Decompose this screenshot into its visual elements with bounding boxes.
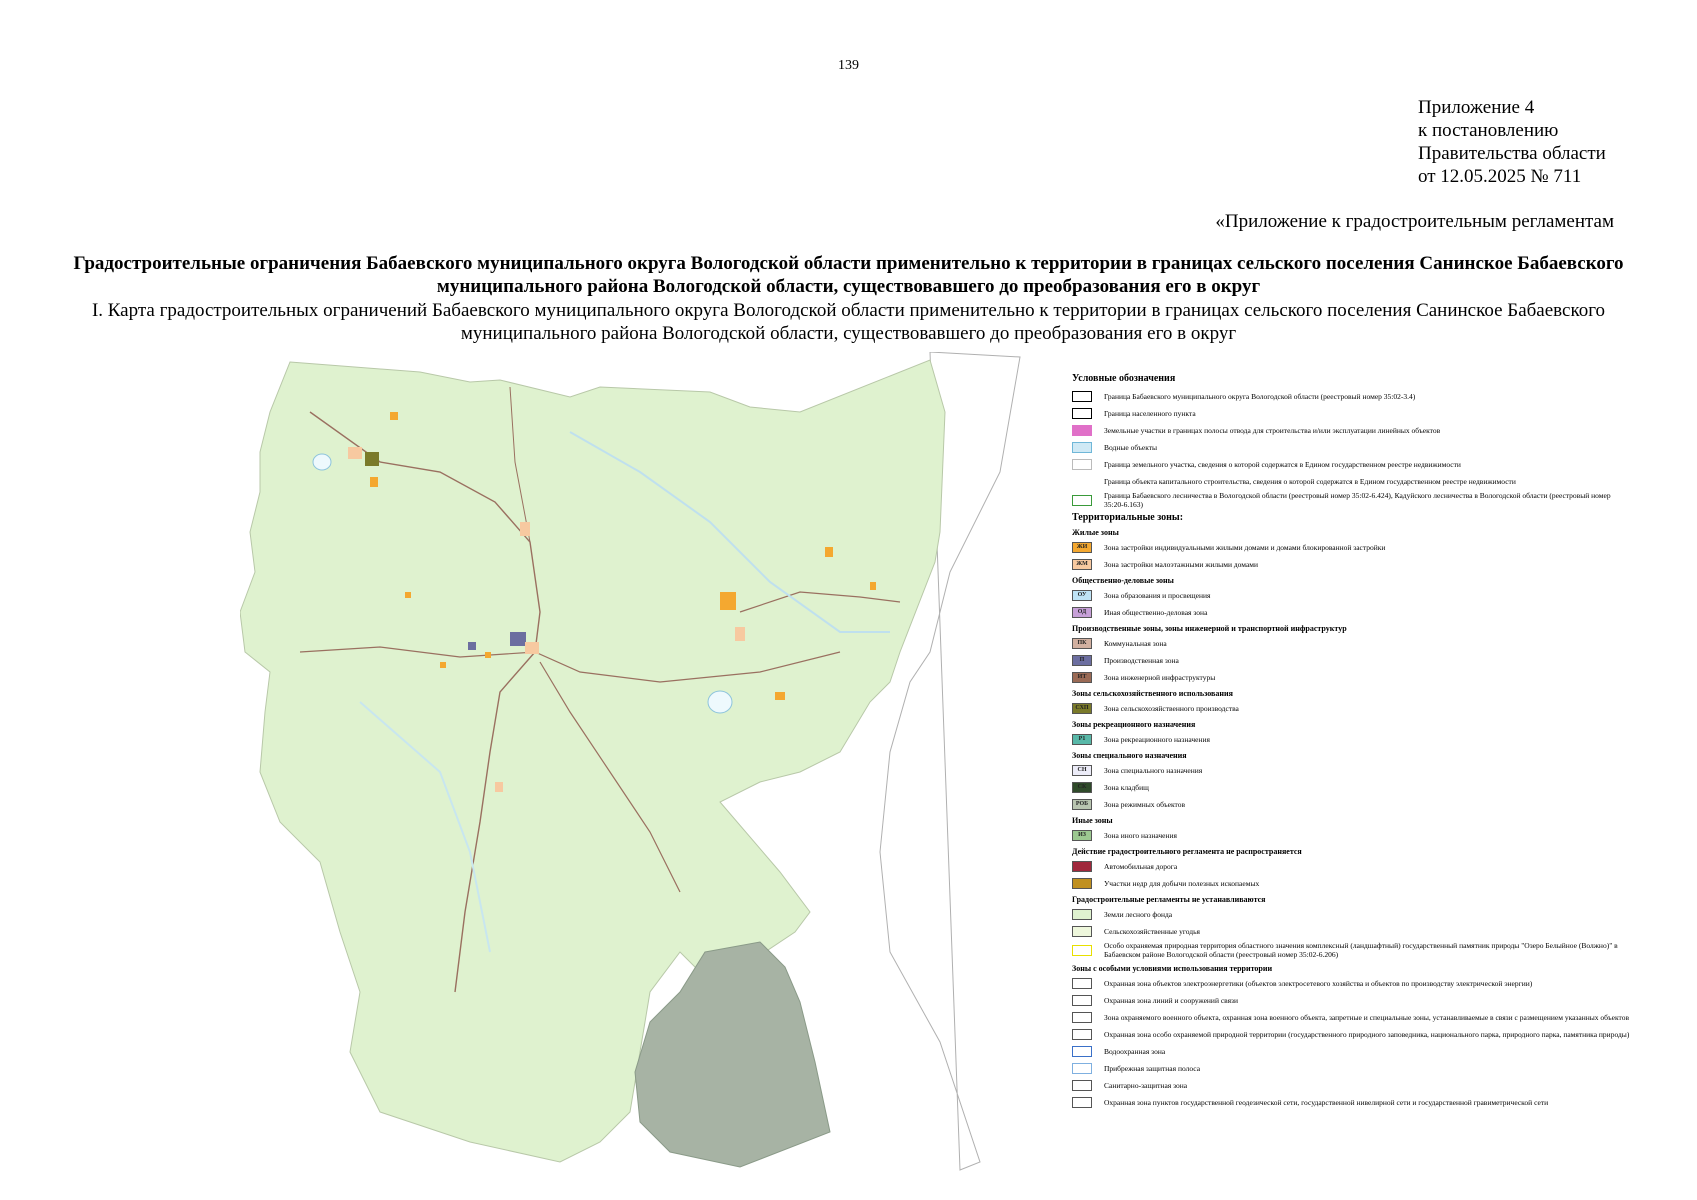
agri-zone — [365, 452, 379, 466]
legend-item — [1072, 1061, 1632, 1075]
legend-group-heading: Действие градостроительного регламента не распространяется — [1072, 847, 1302, 856]
legend-label: Зона специального назначения — [1104, 765, 1203, 775]
legend-swatch: П — [1072, 655, 1092, 666]
legend-label: Охранная зона особо охраняемой природной территории (государственного природного заповедника, национального парка, природного парка, памятника природы) — [1104, 1029, 1630, 1039]
settlement — [495, 782, 503, 792]
legend-swatch — [1072, 1012, 1092, 1023]
legend-swatch — [1072, 978, 1092, 989]
legend-label: Зона образования и просвещения — [1104, 590, 1211, 600]
settlement — [525, 642, 539, 654]
legend-swatch — [1072, 442, 1092, 453]
legend-swatch — [1072, 861, 1092, 872]
legend-swatch — [1072, 459, 1092, 470]
legend-label: Граница объекта капитального строительства, сведения о которой содержатся в Едином государственном реестре недвижимости — [1104, 476, 1516, 486]
legend-label: Охранная зона объектов электроэнергетики (объектов электросетевого хозяйства и объектов по производству электрической энергии) — [1104, 978, 1533, 988]
settlement — [390, 412, 398, 420]
legend-swatch: ИЗ — [1072, 830, 1092, 841]
legend-swatch: ПК — [1072, 638, 1092, 649]
settlement — [440, 662, 446, 668]
legend-item — [1072, 670, 1632, 684]
legend-label: Граница населенного пункта — [1104, 408, 1196, 418]
district-territory — [240, 360, 945, 1162]
legend-general-list — [1072, 389, 1632, 509]
legend-group-heading: Иные зоны — [1072, 816, 1113, 825]
legend-heading: Условные обозначения — [1072, 373, 1176, 384]
legend-item — [1072, 1078, 1632, 1092]
legend-swatch — [1072, 1046, 1092, 1057]
settlement — [720, 592, 736, 610]
map-legend — [1072, 370, 1632, 1112]
legend-swatch: Р1 — [1072, 734, 1092, 745]
legend-item — [1072, 1027, 1632, 1041]
legend-item — [1072, 1095, 1632, 1109]
legend-item — [1072, 557, 1632, 571]
legend-label: Автомобильная дорога — [1104, 861, 1178, 871]
appendix-line: Приложение 4 — [1418, 97, 1535, 118]
settlement — [775, 692, 785, 700]
legend-swatch: ЖМ — [1072, 559, 1092, 570]
legend-group-heading: Градостроительные регламенты не устанавливаются — [1072, 895, 1266, 904]
legend-group-heading: Производственные зоны, зоны инженерной и транспортной инфраструктур — [1072, 624, 1347, 633]
legend-label: Санитарно-защитная зона — [1104, 1080, 1188, 1090]
lake — [313, 454, 331, 470]
appendix-line: от 12.05.2025 № 711 — [1418, 166, 1582, 187]
legend-item — [1072, 440, 1632, 454]
legend-swatch: ОД — [1072, 607, 1092, 618]
legend-swatch: СН — [1072, 765, 1092, 776]
legend-label: Коммунальная зона — [1104, 638, 1167, 648]
legend-swatch — [1072, 945, 1092, 956]
settlement — [510, 632, 526, 646]
zoning-map — [240, 352, 1030, 1172]
legend-label: Граница земельного участка, сведения о которой содержатся в Едином государственном реестре недвижимости — [1104, 459, 1461, 469]
legend-label: Водные объекты — [1104, 442, 1158, 452]
legend-item — [1072, 797, 1632, 811]
legend-swatch — [1072, 476, 1092, 487]
legend-label: Граница Бабаевского лесничества в Вологодской области (реестровый номер 35:02-6.424), Кадуйского лесничества в Вологодской области (реестровый номер 35:20-6.163) — [1104, 491, 1611, 509]
legend-label: Земельные участки в границах полосы отвода для строительства и/или эксплуатации линейных объектов — [1104, 425, 1441, 435]
settlement — [870, 582, 876, 590]
legend-label: Зона инженерной инфраструктуры — [1104, 672, 1216, 682]
lake — [708, 691, 732, 713]
legend-item — [1072, 924, 1632, 938]
map-subtitle: I. Карта градостроительных ограничений Бабаевского муниципального округа Вологодской области применительно к территории в границах сельского поселения Санинское Бабаевского муниципального района Вологодской области, существовавшего до преобразования его в округ — [91, 300, 1606, 344]
legend-item — [1072, 876, 1632, 890]
legend-swatch: ИТ — [1072, 672, 1092, 683]
settlement — [348, 447, 362, 459]
legend-swatch — [1072, 495, 1092, 506]
legend-item — [1072, 423, 1632, 437]
appendix-block — [1418, 96, 1606, 188]
legend-item — [1072, 763, 1632, 777]
legend-swatch — [1072, 1097, 1092, 1108]
legend-item — [1072, 474, 1632, 488]
appendix-line: Правительства области — [1418, 143, 1606, 164]
legend-swatch: РОБ — [1072, 799, 1092, 810]
settlement — [468, 642, 476, 650]
legend-label: Зона иного назначения — [1104, 830, 1177, 840]
legend-label: Производственная зона — [1104, 655, 1179, 665]
legend-label: Прибрежная защитная полоса — [1104, 1063, 1201, 1073]
legend-label: Зона режимных объектов — [1104, 799, 1186, 809]
legend-label: Зона застройки малоэтажными жилыми домами — [1104, 559, 1259, 569]
legend-group-heading: Общественно-деловые зоны — [1072, 576, 1174, 585]
legend-item — [1072, 389, 1632, 403]
appendix-line: к постановлению — [1418, 120, 1559, 141]
legend-swatch — [1072, 1063, 1092, 1074]
legend-item — [1072, 941, 1632, 959]
legend-item — [1072, 636, 1632, 650]
legend-item — [1072, 976, 1632, 990]
legend-swatch: ОУ — [1072, 590, 1092, 601]
legend-item — [1072, 1044, 1632, 1058]
legend-item — [1072, 406, 1632, 420]
settlement — [370, 477, 378, 487]
legend-swatch — [1072, 995, 1092, 1006]
page-number: 139 — [838, 58, 859, 73]
legend-item — [1072, 780, 1632, 794]
legend-groups — [1072, 528, 1632, 1109]
legend-label: Сельскохозяйственные угодья — [1104, 926, 1200, 936]
legend-swatch — [1072, 878, 1092, 889]
legend-label: Граница Бабаевского муниципального округа Вологодской области (реестровый номер 35:02-3.4) — [1104, 391, 1416, 401]
legend-item — [1072, 491, 1632, 509]
legend-label: Зона застройки индивидуальными жилыми домами и домами блокированной застройки — [1104, 542, 1386, 552]
legend-item — [1072, 701, 1632, 715]
legend-item — [1072, 653, 1632, 667]
legend-swatch — [1072, 425, 1092, 436]
settlement — [735, 627, 745, 641]
legend-group-heading: Зоны рекреационного назначения — [1072, 720, 1196, 729]
legend-group-heading: Жилые зоны — [1072, 528, 1119, 537]
legend-item — [1072, 1010, 1632, 1024]
legend-swatch — [1072, 909, 1092, 920]
regulations-heading: «Приложение к градостроительным регламентам — [1215, 211, 1614, 232]
legend-label: Зона сельскохозяйственного производства — [1104, 703, 1239, 713]
legend-item — [1072, 993, 1632, 1007]
legend-item — [1072, 457, 1632, 471]
legend-label: Земли лесного фонда — [1104, 909, 1173, 919]
document-title: Градостроительные ограничения Бабаевского муниципального округа Вологодской области применительно к территории в границах сельского поселения Санинское Бабаевского муниципального района Вологодской области, существовавшего до преобразования его в округ — [73, 253, 1624, 297]
legend-label: Иная общественно-деловая зона — [1104, 607, 1208, 617]
legend-swatch: ЖИ — [1072, 542, 1092, 553]
legend-label: Водоохранная зона — [1104, 1046, 1166, 1056]
legend-swatch — [1072, 391, 1092, 402]
restricted-zone — [635, 942, 830, 1167]
legend-swatch — [1072, 1080, 1092, 1091]
legend-label: Охранная зона пунктов государственной геодезической сети, государственной нивелирной сети и государственной гравиметрической сети — [1104, 1097, 1549, 1107]
legend-group-heading: Зоны с особыми условиями использования территории — [1072, 964, 1273, 973]
legend-label: Зона рекреационного назначения — [1104, 734, 1210, 744]
settlement — [825, 547, 833, 557]
legend-label: Зона охраняемого военного объекта, охранная зона военного объекта, запретные и специальные зоны, устанавливаемые в связи с размещением указанных объектов — [1104, 1012, 1630, 1022]
legend-swatch — [1072, 408, 1092, 419]
legend-label: Зона кладбищ — [1104, 782, 1149, 792]
legend-item — [1072, 732, 1632, 746]
legend-swatch: СК — [1072, 782, 1092, 793]
settlement — [405, 592, 411, 598]
legend-label: Охранная зона линий и сооружений связи — [1104, 995, 1239, 1005]
settlement — [485, 652, 491, 658]
legend-label: Особо охраняемая природная территория областного значения комплексный (ландшафтный) государственный памятник природы "Озеро Белыйное (Волжно)" в Бабаевском районе Вологодской области (реестровый номер 35:02-6.206) — [1104, 941, 1618, 959]
legend-group-heading: Зоны специального назначения — [1072, 751, 1187, 760]
territorial-heading: Территориальные зоны: — [1072, 512, 1184, 523]
legend-item — [1072, 540, 1632, 554]
legend-swatch: СХП — [1072, 703, 1092, 714]
legend-item — [1072, 907, 1632, 921]
legend-item — [1072, 859, 1632, 873]
legend-item — [1072, 588, 1632, 602]
settlement — [520, 522, 530, 536]
legend-swatch — [1072, 926, 1092, 937]
legend-item — [1072, 828, 1632, 842]
legend-label: Участки недр для добычи полезных ископаемых — [1104, 878, 1260, 888]
legend-swatch — [1072, 1029, 1092, 1040]
legend-group-heading: Зоны сельскохозяйственного использования — [1072, 689, 1233, 698]
legend-item — [1072, 605, 1632, 619]
